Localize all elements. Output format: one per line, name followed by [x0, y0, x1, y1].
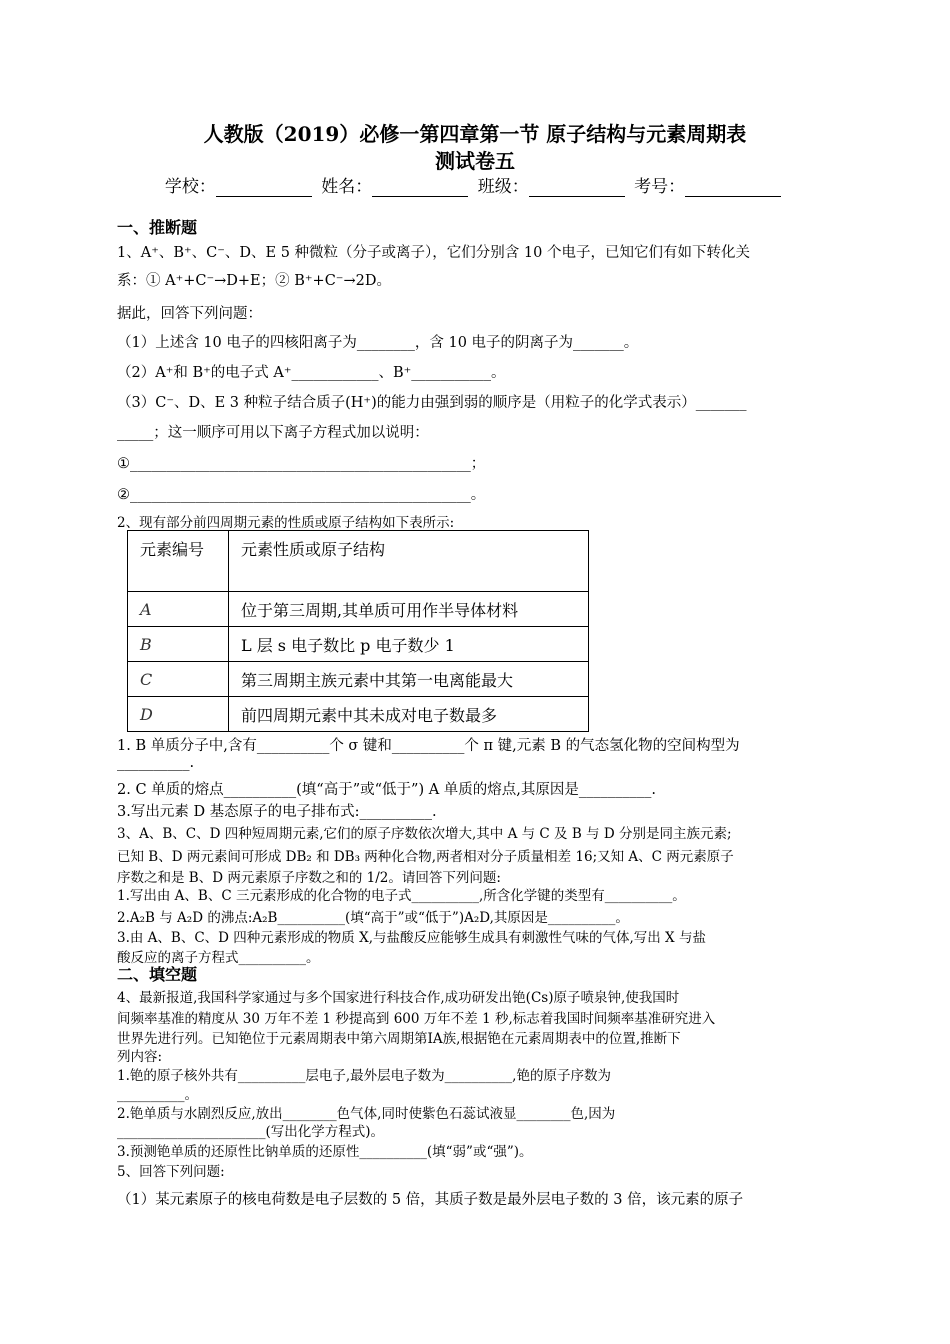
- student-info-row: [0, 172, 950, 197]
- name-field[interactable]: [372, 180, 468, 197]
- section-1-heading: 一、推断题: [117, 218, 198, 237]
- header-properties: 元素性质或原子结构: [229, 531, 589, 592]
- number-label: 考号：: [634, 177, 686, 197]
- table-header-row: [128, 531, 589, 592]
- element-cell: B: [128, 627, 229, 662]
- q3-line-6: 3.由 A、B、C、D 四种元素形成的物质 X,与盐酸反应能够生成具有刺激性气味的气体,写出 X 与盐: [117, 930, 706, 946]
- q2-intro: 2、现有部分前四周期元素的性质或原子结构如下表所示:: [117, 515, 455, 531]
- q4-line-1: 4、最新报道,我国科学家通过与多个国家进行科技合作,成功研发出铯(Cs)原子喷泉钟,使我国时: [117, 990, 680, 1006]
- q4-line-8: ______________________(写出化学方程式)。: [117, 1124, 385, 1140]
- property-cell: 前四周期元素中其未成对电子数最多: [229, 697, 589, 732]
- q4-line-2: 间频率基准的精度从 30 万年不差 1 秒提高到 600 万年不差 1 秒,标志着我国时间频率基准研究进入: [117, 1011, 716, 1027]
- table-row: [128, 627, 589, 662]
- q3-line-5: 2.A₂B 与 A₂D 的沸点:A₂B__________(填“高于”或“低于”)A₂D,其原因是__________。: [117, 910, 629, 926]
- q1-line-6: （3）C⁻、D、E 3 种粒子结合质子(H⁺)的能力由强到弱的顺序是（用粒子的化学式表示）_______: [117, 395, 747, 411]
- q5-line-1: 5、回答下列问题:: [117, 1164, 225, 1180]
- title-line-1: 人教版（2019）必修一第四章第一节 原子结构与元素周期表: [203, 122, 747, 146]
- q1-line-9: ②_______________________________________________。: [117, 487, 486, 503]
- element-cell: C: [128, 662, 229, 697]
- table-row: [128, 592, 589, 627]
- property-cell: 第三周期主族元素中其第一电离能最大: [229, 662, 589, 697]
- q3-line-4: 1.写出由 A、B、C 三元素形成的化合物的电子式__________,所含化学键的类型有__________。: [117, 888, 686, 904]
- q2-sub-2: 2. C 单质的熔点__________(填“高于”或“低于”) A 单质的熔点,其原因是__________.: [117, 782, 657, 798]
- title-line-2: 测试卷五: [435, 149, 515, 173]
- table-row: [128, 697, 589, 732]
- q1-line-2: 系：① A⁺+C⁻→D+E；② B⁺+C⁻→2D。: [117, 273, 391, 289]
- q1-line-7: _____；这一顺序可用以下离子方程式加以说明：: [117, 425, 429, 441]
- q3-line-3: 序数之和是 B、D 两元素原子序数之和的 1/2。请回答下列问题:: [117, 870, 501, 886]
- school-field[interactable]: [216, 180, 312, 197]
- property-cell: L 层 s 电子数比 p 电子数少 1: [229, 627, 589, 662]
- q1-line-4: （1）上述含 10 电子的四核阳离子为________，含 10 电子的阴离子为_______。: [117, 335, 639, 351]
- q2-sub-1a: 1. B 单质分子中,含有__________个 σ 键和__________个 π 键,元素 B 的气态氢化物的空间构型为: [117, 738, 740, 754]
- q4-line-5: 1.铯的原子核外共有__________层电子,最外层电子数为__________,铯的原子序数为: [117, 1068, 611, 1084]
- q3-line-2: 已知 B、D 两元素间可形成 DB₂ 和 DB₃ 两种化合物,两者相对分子质量相差 16;又知 A、C 两元素原子: [117, 849, 734, 865]
- q3-line-7: 酸反应的离子方程式__________。: [117, 950, 320, 966]
- q2-sub-3: 3.写出元素 D 基态原子的电子排布式:__________.: [117, 804, 437, 820]
- q4-line-3: 世界先进行列。已知铯位于元素周期表中第六周期第ⅠA族,根据铯在元素周期表中的位置,推断下: [117, 1031, 681, 1047]
- number-field[interactable]: [685, 180, 781, 197]
- q4-line-6: __________。: [117, 1087, 198, 1103]
- element-properties-table: [127, 530, 589, 732]
- q1-line-3: 据此，回答下列问题：: [117, 306, 262, 322]
- school-label: 学校：: [164, 177, 216, 197]
- class-field[interactable]: [529, 180, 625, 197]
- q4-line-4: 列内容:: [117, 1049, 163, 1065]
- name-label: 姓名：: [321, 177, 373, 197]
- q1-line-1: 1、A⁺、B⁺、C⁻、D、E 5 种微粒（分子或离子），它们分别含 10 个电子，已知它们有如下转化关: [117, 245, 750, 261]
- table-row: [128, 662, 589, 697]
- q5-line-2: （1）某元素原子的核电荷数是电子层数的 5 倍，其质子数是最外层电子数的 3 倍，该元素的原子: [117, 1192, 744, 1208]
- q1-line-8: ①_______________________________________________；: [117, 456, 486, 472]
- element-cell: A: [128, 592, 229, 627]
- q2-sub-1b: __________.: [117, 755, 195, 771]
- q3-line-1: 3、A、B、C、D 四种短周期元素,它们的原子序数依次增大,其中 A 与 C 及 B 与 D 分别是同主族元素;: [117, 826, 732, 842]
- q4-line-9: 3.预测铯单质的还原性比钠单质的还原性__________(填“弱”或“强”)。: [117, 1144, 533, 1160]
- property-cell: 位于第三周期,其单质可用作半导体材料: [229, 592, 589, 627]
- element-cell: D: [128, 697, 229, 732]
- header-element-id: 元素编号: [128, 531, 229, 592]
- q4-line-7: 2.铯单质与水剧烈反应,放出________色气体,同时使紫色石蕊试液显________色,因为: [117, 1106, 616, 1122]
- section-2-heading: 二、填空题: [117, 965, 198, 984]
- q1-line-5: （2）A⁺和 B⁺的电子式 A⁺____________、B⁺___________。: [117, 365, 506, 381]
- class-label: 班级：: [477, 177, 529, 197]
